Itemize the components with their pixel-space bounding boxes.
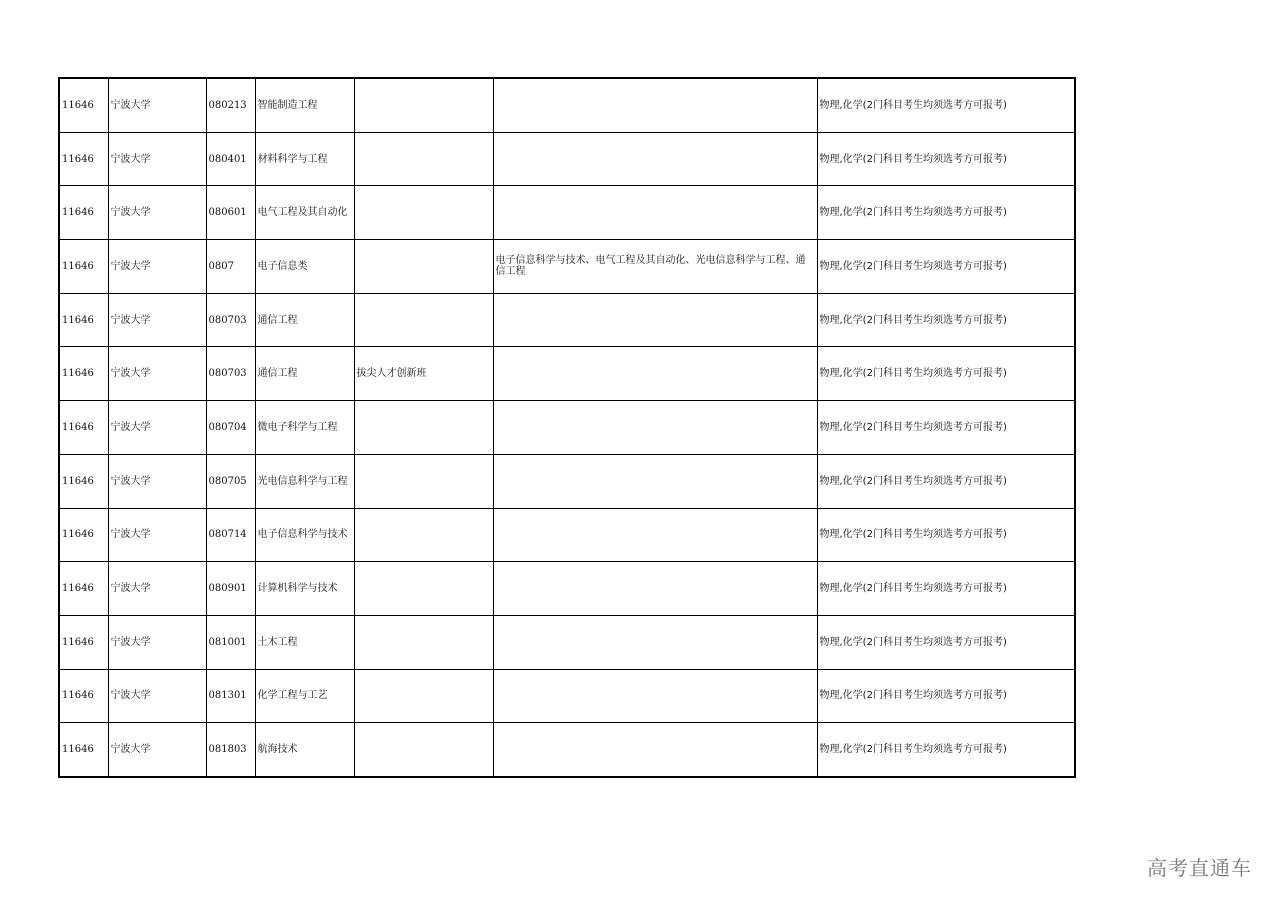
cell-school-name: 宁波大学 [108,186,206,240]
table-body [59,78,1075,777]
cell-major-code: 080213 [206,78,255,132]
cell-subject-requirements: 物理,化学(2门科目考生均须选考方可报考) [817,723,1075,777]
cell-school-name: 宁波大学 [108,132,206,186]
cell-subject-requirements: 物理,化学(2门科目考生均须选考方可报考) [817,240,1075,294]
table-row [59,562,1075,616]
cell-school-name: 宁波大学 [108,562,206,616]
table-row [59,615,1075,669]
table-row [59,508,1075,562]
table-row [59,240,1075,294]
cell-school-name: 宁波大学 [108,723,206,777]
cell-school-name: 宁波大学 [108,401,206,455]
cell-major-note: 拔尖人才创新班 [354,347,493,401]
cell-major-note [354,240,493,294]
table-row [59,347,1075,401]
cell-included-majors [493,293,817,347]
cell-major-name: 计算机科学与技术 [255,562,354,616]
cell-major-code: 080705 [206,454,255,508]
cell-included-majors [493,454,817,508]
cell-major-code: 0807 [206,240,255,294]
cell-subject-requirements: 物理,化学(2门科目考生均须选考方可报考) [817,454,1075,508]
cell-major-code: 080714 [206,508,255,562]
table-row [59,132,1075,186]
cell-included-majors [493,347,817,401]
cell-school-name: 宁波大学 [108,347,206,401]
cell-included-majors [493,186,817,240]
cell-included-majors [493,562,817,616]
cell-major-name: 通信工程 [255,293,354,347]
cell-school-name: 宁波大学 [108,240,206,294]
table-row [59,78,1075,132]
table-row [59,669,1075,723]
cell-school-name: 宁波大学 [108,615,206,669]
cell-subject-requirements: 物理,化学(2门科目考生均须选考方可报考) [817,186,1075,240]
cell-subject-requirements: 物理,化学(2门科目考生均须选考方可报考) [817,132,1075,186]
table-row [59,454,1075,508]
cell-major-code: 080901 [206,562,255,616]
cell-major-name: 电气工程及其自动化 [255,186,354,240]
cell-major-name: 电子信息类 [255,240,354,294]
cell-major-note [354,454,493,508]
cell-included-majors [493,615,817,669]
cell-major-code: 081803 [206,723,255,777]
cell-major-code: 080704 [206,401,255,455]
cell-subject-requirements: 物理,化学(2门科目考生均须选考方可报考) [817,401,1075,455]
cell-major-note [354,186,493,240]
cell-school-name: 宁波大学 [108,454,206,508]
cell-major-note [354,78,493,132]
cell-major-note [354,615,493,669]
cell-school-code: 11646 [59,186,108,240]
cell-major-code: 080401 [206,132,255,186]
cell-major-note [354,669,493,723]
cell-major-name: 材料科学与工程 [255,132,354,186]
cell-subject-requirements: 物理,化学(2门科目考生均须选考方可报考) [817,78,1075,132]
cell-school-code: 11646 [59,723,108,777]
cell-included-majors [493,132,817,186]
cell-school-code: 11646 [59,508,108,562]
cell-major-name: 电子信息科学与技术 [255,508,354,562]
cell-major-code: 081301 [206,669,255,723]
cell-major-note [354,723,493,777]
cell-subject-requirements: 物理,化学(2门科目考生均须选考方可报考) [817,293,1075,347]
cell-school-code: 11646 [59,347,108,401]
cell-subject-requirements: 物理,化学(2门科目考生均须选考方可报考) [817,508,1075,562]
cell-school-code: 11646 [59,454,108,508]
cell-school-name: 宁波大学 [108,78,206,132]
table-row [59,401,1075,455]
table-row [59,186,1075,240]
cell-major-name: 智能制造工程 [255,78,354,132]
cell-major-name: 土木工程 [255,615,354,669]
cell-major-note [354,132,493,186]
cell-school-code: 11646 [59,562,108,616]
cell-subject-requirements: 物理,化学(2门科目考生均须选考方可报考) [817,562,1075,616]
cell-major-note [354,401,493,455]
cell-major-name: 航海技术 [255,723,354,777]
cell-school-code: 11646 [59,615,108,669]
cell-included-majors: 电子信息科学与技术、电气工程及其自动化、光电信息科学与工程、通信工程 [493,240,817,294]
table-row [59,723,1075,777]
cell-school-name: 宁波大学 [108,508,206,562]
cell-subject-requirements: 物理,化学(2门科目考生均须选考方可报考) [817,347,1075,401]
cell-school-code: 11646 [59,132,108,186]
cell-included-majors [493,401,817,455]
cell-included-majors [493,723,817,777]
cell-school-name: 宁波大学 [108,669,206,723]
cell-school-code: 11646 [59,401,108,455]
cell-subject-requirements: 物理,化学(2门科目考生均须选考方可报考) [817,669,1075,723]
cell-included-majors [493,78,817,132]
watermark-text: 高考直通车 [1147,856,1252,880]
cell-major-note [354,293,493,347]
cell-major-code: 080601 [206,186,255,240]
cell-major-note [354,562,493,616]
cell-subject-requirements: 物理,化学(2门科目考生均须选考方可报考) [817,615,1075,669]
cell-major-code: 080703 [206,293,255,347]
cell-school-code: 11646 [59,78,108,132]
cell-included-majors [493,508,817,562]
cell-major-note [354,508,493,562]
cell-major-name: 通信工程 [255,347,354,401]
cell-school-code: 11646 [59,669,108,723]
cell-school-name: 宁波大学 [108,293,206,347]
table-row [59,293,1075,347]
admission-table [58,77,1076,778]
cell-major-name: 化学工程与工艺 [255,669,354,723]
cell-major-code: 080703 [206,347,255,401]
cell-major-name: 微电子科学与工程 [255,401,354,455]
cell-major-code: 081001 [206,615,255,669]
cell-included-majors [493,669,817,723]
cell-school-code: 11646 [59,293,108,347]
cell-major-name: 光电信息科学与工程 [255,454,354,508]
cell-school-code: 11646 [59,240,108,294]
